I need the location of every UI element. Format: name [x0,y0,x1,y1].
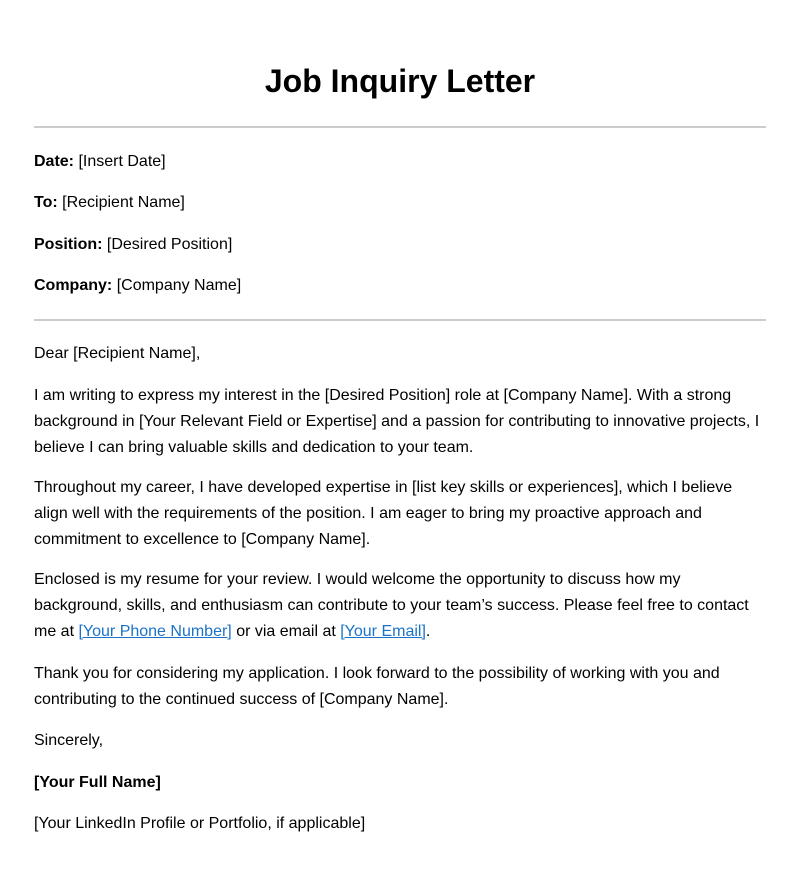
contact-text-middle: or via email at [231,622,341,640]
paragraph-experience: Throughout my career, I have developed expertise in [list key skills or experiences], which I believe align well with the requirements of the position. I am eager to bring my proactive approach and commitment to excellence to [Company Name]. [34,479,733,548]
position-label: Position: [34,236,103,253]
company-value: [Company Name] [116,277,242,294]
paragraph-thanks: Thank you for considering my application. I look forward to the possibility of working with you and contributing to the continued success of [Company Name]. [34,665,720,708]
phone-link[interactable]: [Your Phone Number] [78,622,232,640]
greeting: Dear [Recipient Name], [34,345,201,362]
recipient-field [34,193,185,213]
closing: Sincerely, [34,732,104,749]
date-label: Date: [34,153,75,170]
profile-line: [Your LinkedIn Profile or Portfolio, if applicable] [34,815,366,832]
paragraph-contact [34,567,766,644]
date-field [34,152,166,172]
recipient-value: [Recipient Name] [62,194,185,211]
page-title: Job Inquiry Letter [264,63,536,99]
contact-text-after: . [425,622,431,640]
company-label: Company: [34,277,113,294]
company-field [34,276,241,296]
paragraph-intro: I am writing to express my interest in the [Desired Position] role at [Company Name]. With a strong background in [Your Relevant Field or Expertise] and a passion for contributing to innovative projects, I believe I can bring valuable skills and dedication to your team. [34,387,760,456]
position-field [34,235,232,255]
position-value: [Desired Position] [106,236,233,253]
header-divider [34,126,766,128]
email-link[interactable]: [Your Email] [340,622,426,640]
contact-text-before: Enclosed is my resume for your review. I would welcome the opportunity to discuss how my background, skills, and enthusiasm can contribute to your team’s success. Please feel free to contact me at [34,571,749,640]
fields-divider [34,319,766,321]
signature-name: [Your Full Name] [34,774,161,791]
date-value: [Insert Date] [78,153,166,170]
recipient-label: To: [34,194,58,211]
